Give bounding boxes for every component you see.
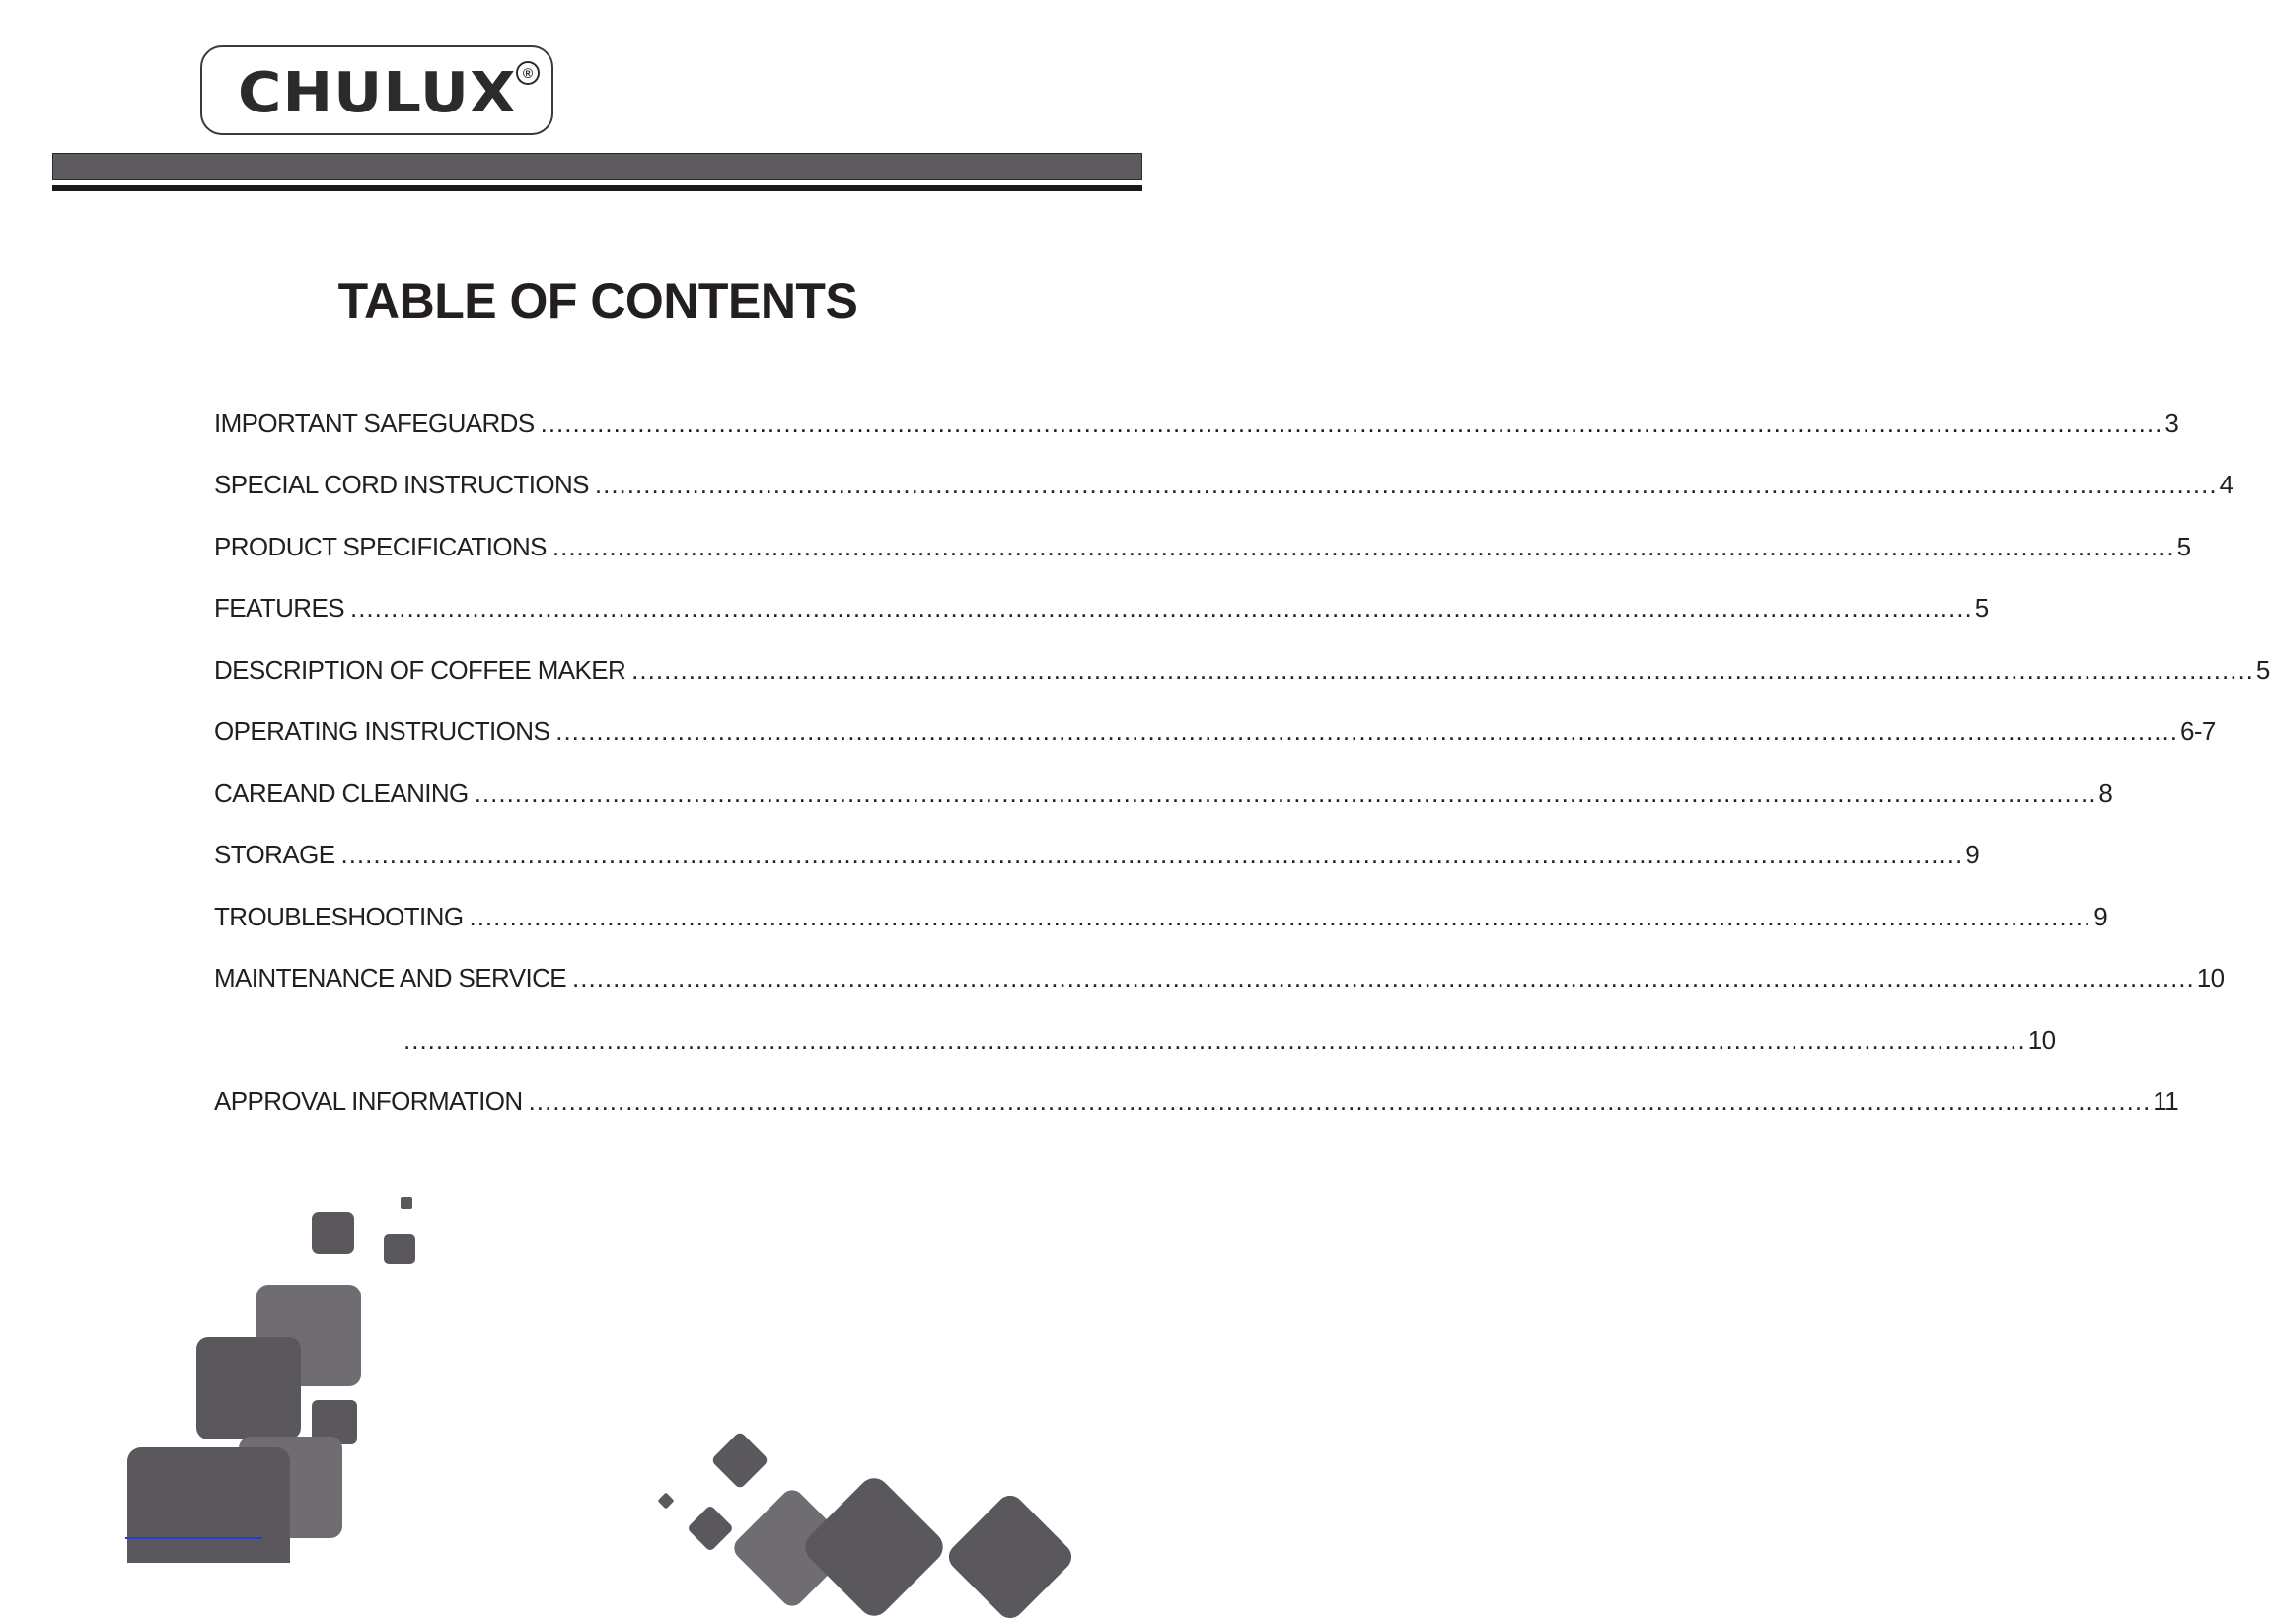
decorative-diamond xyxy=(943,1490,1077,1624)
decorative-diamond xyxy=(710,1431,769,1489)
toc-leader-dots: ........................................................................................................................................................................................................ xyxy=(528,1086,2152,1117)
toc-entry-label: DESCRIPTION OF COFFEE MAKER xyxy=(214,654,626,685)
toc-entry-label: SPECIAL CORD INSTRUCTIONS xyxy=(214,470,589,500)
toc-entry xyxy=(214,886,2108,948)
toc-entry-label: PRODUCT SPECIFICATIONS xyxy=(214,531,547,561)
toc-entry-label: OPERATING INSTRUCTIONS xyxy=(214,716,550,747)
toc-entry-label: FEATURES xyxy=(214,593,344,624)
toc-entry-label: TROUBLESHOOTING xyxy=(214,901,464,931)
toc-leader-dots: ........................................................................................................................................................................................................ xyxy=(403,1024,2026,1055)
toc-leader-dots: ........................................................................................................................................................................................................ xyxy=(540,407,2163,438)
decorative-diamond xyxy=(799,1472,950,1623)
toc-entry-label: STORAGE xyxy=(214,840,335,870)
link-underline xyxy=(125,1537,262,1539)
decorative-diamond xyxy=(658,1493,675,1510)
toc-entry-page: 9 xyxy=(1965,840,1980,870)
toc-entry-page: 4 xyxy=(2219,470,2233,500)
toc-entry-label: CAREAND CLEANING xyxy=(214,777,469,808)
toc-entry xyxy=(214,455,2233,517)
toc-entry xyxy=(214,639,2270,701)
decorative-square xyxy=(401,1197,412,1209)
toc-entry-page: 11 xyxy=(2153,1086,2179,1117)
toc-entry xyxy=(214,825,1980,887)
toc-entry-page: 10 xyxy=(2196,963,2225,994)
toc-entry-page: 6-7 xyxy=(2179,716,2216,747)
toc-entry-label: APPROVAL INFORMATION xyxy=(214,1086,523,1117)
toc-entry xyxy=(214,1071,2179,1134)
decorative-square xyxy=(127,1447,290,1563)
toc-entry-page: 3 xyxy=(2164,407,2179,438)
toc-entry xyxy=(214,393,2179,455)
toc-entry xyxy=(214,701,2216,764)
toc-entry-page: 9 xyxy=(2093,901,2108,931)
page-title: TABLE OF CONTENTS xyxy=(337,273,858,329)
toc-entry-page: 5 xyxy=(2176,531,2191,561)
toc-leader-dots: ........................................................................................................................................................................................................ xyxy=(631,654,2254,685)
toc-entry xyxy=(214,948,2225,1010)
toc-entry xyxy=(214,516,2191,578)
decorative-diamond xyxy=(687,1505,734,1552)
toc-leader-dots: ........................................................................................................................................................................................................ xyxy=(572,963,2195,994)
toc-leader-dots: ........................................................................................................................................................................................................ xyxy=(551,531,2175,561)
toc-leader-dots: ........................................................................................................................................................................................................ xyxy=(555,716,2178,747)
toc-entry-label: IMPORTANT SAFEGUARDS xyxy=(214,407,535,438)
table-of-contents xyxy=(214,393,2270,1133)
decorative-square xyxy=(384,1234,415,1264)
toc-leader-dots: ........................................................................................................................................................................................................ xyxy=(469,901,2092,931)
header-bar xyxy=(52,153,1142,180)
toc-entry xyxy=(214,763,2113,825)
toc-leader-dots: ........................................................................................................................................................................................................ xyxy=(340,840,1964,870)
toc-entry-page: 5 xyxy=(1974,593,1989,624)
toc-leader-dots: ........................................................................................................................................................................................................ xyxy=(349,593,1973,624)
registered-mark: ® xyxy=(516,61,540,85)
toc-entry xyxy=(214,578,1989,640)
brand-logo xyxy=(200,45,553,135)
decorative-square xyxy=(196,1337,301,1439)
toc-entry-page: 8 xyxy=(2098,777,2113,808)
toc-entry-page: 10 xyxy=(2027,1024,2056,1055)
toc-entry-label: MAINTENANCE AND SERVICE xyxy=(214,963,567,994)
toc-entry xyxy=(214,1009,2056,1071)
toc-leader-dots: ........................................................................................................................................................................................................ xyxy=(594,470,2218,500)
toc-leader-dots: ........................................................................................................................................................................................................ xyxy=(474,777,2097,808)
header-rule xyxy=(52,185,1142,191)
decorative-square xyxy=(312,1212,354,1254)
brand-name: CHULUX xyxy=(238,61,517,125)
toc-entry-page: 5 xyxy=(2255,654,2270,685)
